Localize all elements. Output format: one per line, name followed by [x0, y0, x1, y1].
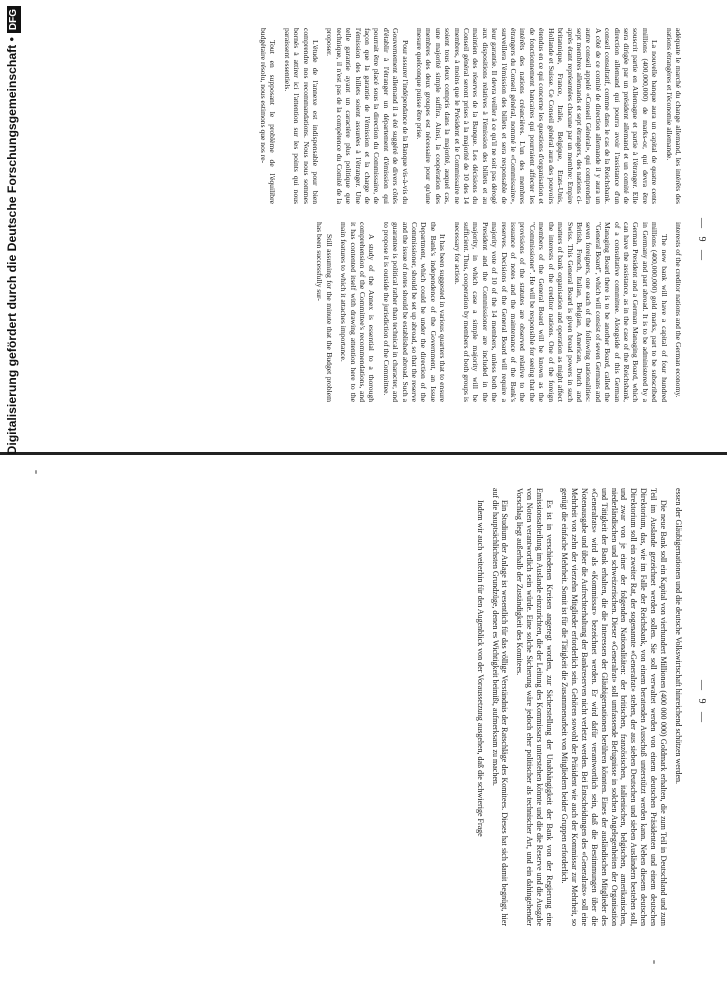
- french-paragraph: Tout en supposant le problème de l'équilibre budgétaire résolu, nous estimons que nos re-: [258, 28, 278, 204]
- scan-speck: [653, 960, 655, 964]
- french-paragraph: adéquate le marché du change allemand, les intérêts des nations étrangères et l'économie allemande.: [664, 28, 683, 204]
- german-column: [63, 488, 683, 926]
- left-page-number: — 9 —: [696, 218, 707, 263]
- german-paragraph: Die neue Bank soll ein Kapital von vierhundert Millionen (400 000 000) Goldmark erhalten, die zum Teil in Deutschland und zum Teil im Auslande gezeichnet werden sollen. Sie soll verwaltet werden von einem deutschen Präsidenten und einem deutschen Direktorium, das, wie im Falle der Reichsbank, von einem beratenden Ausschuß unterstützt werden kann. Neben diesem deutschen Direktorium soll ein zweiter Rat, der sogenannte «Generalrat» stehen, der aus sieben Deutschen und sieben Ausländern bestehen soll, und zwar von je einer der folgenden Nationalitäten: der britischen, französischen, italienischen, belgischen, amerikanischen, niederländischen und schweizerischen. Dieser «Generalrat» soll umfassende Befugnisse in solchen Angelegenheiten der Organisation und Tätigkeit der Bank erhalten, die die Interessen der Gläubigernationen berühren könnten. Eines der ausländischen Mitglieder des «Generalrats» wird als «Kommissar» bezeichnet werden. Er wird dafür verantwortlich sein, daß die Bestimmungen über die Notenausgabe und über die Aufrechterhaltung der Bankreserven nicht verletzt werden. Bei Entscheidungen des «Generalrats» soll eine Mehrheit von zehn der vierzehn Mitglieder erforderlich sein. Gehören sowohl der Präsident wie auch der Kommissar zur Mehrheit, so genügt die einfache Mehrheit. Somit ist für die Tätigkeit die Zusammenarbeit von Mitgliedern beider Gruppen erforderlich.: [560, 488, 669, 926]
- german-paragraph: Indem wir auch weiterhin für den Augenblick von der Voraussetzung ausgehen, daß die schwierige Frage: [475, 500, 485, 837]
- french-paragraph: L'étude de l'annexe est indispensable pour bien comprendre nos recommandations. Nous nous sommes bornés à attirer ici l'attention sur les points qui nous paraissent essentiels.: [282, 28, 320, 204]
- right-page-number: — 9 —: [696, 680, 707, 725]
- english-paragraph: Still assuming for the minute that the Budget problem has been successfully sur-: [315, 222, 334, 402]
- german-paragraph: Es ist in verschiedenen Kreisen angeregt worden, zur Sicherstellung der Unabhängigkeit der Bank von der Regierung eine Emissionsabteilung im Auslande einzurichten, die der Leitung des Kommissars unterstehen könnte und die die Reserve und die Ausgabe von Noten verantwortlich sein würde. Eine solche Sicherung wäre jedoch eher politischer als technischer Art, und ein dahingehender Vorschlag liegt außerhalb der Zuständigkeit des Komitees.: [515, 488, 555, 926]
- scan-speck: [35, 470, 37, 474]
- watermark-line: [2, 6, 22, 986]
- english-paragraph: The new bank will have a capital of four hundred millions (400,000,000) gold marks, part to be subscribed in Germany and part abroad. It is to be administered by a German President and a German Managing Board, which can have the assistance, as in the case of the Reichsbank, of a consultative committee. Alongside of this German Managing Board there is to be another Board, called the "General Board", which will consist of seven Germans and seven foreigners, one each of the following nationalities: British, French, Italian, Belgian, American, Dutch and Swiss. This General Board is given broad powers in such matters of bank organisation and operation as might affect the interests of the creditor nations. One of the foreign members of the General Board will be known as the "Commissioner". He will be responsible for seeing that the provisions of the statutes are observed relative to the issuance of notes and the maintenance of the Bank's reserves. Decisions of the General Board will require a majority vote of 10 of the 14 members, unless both the President and the Commissioner are included in the majority, in which case a simple majority will be sufficient. Thus, cooperation by members of both groups is necessary for action.: [452, 222, 669, 402]
- english-paragraph: A study of the Annex is essential to a thorough comprehension of the Committee's recommendations, and it has contented itself with drawing attention here to the main features to which it attaches importance.: [339, 222, 377, 402]
- french-paragraph: Pour assurer l'indépendance de la Banque vis-à-vis du Gouvernement allemand il a été suggéré de divers côtés d'établir à l'étranger un département d'émission qui pourrait être placé sous la direction du Commissaire, de façon que la garantie de l'émission et la charge de l'émission des billets soient assurées à l'étranger. Une telle garantie ayant un caractère plus politique que technique, il n'est pas de la compétence du Comité de la proposer.: [325, 28, 410, 204]
- english-paragraph: It has been suggested in various quarters that to ensure the Bank's independence of the Government, an Issue Department, which could be under the direction of the Commissioner, should be set up abroad, so that the reserve and the issue of notes should be established abroad. Such a guarantee is political rather than technical in character, and to propose it is outside the jurisdiction of the Committee.: [381, 222, 448, 402]
- french-paragraph: La nouvelle banque aura un capital de quatre cents millions (400,000,000) de marks-or, qui devra être souscrit partie en Allemagne et partie à l'étranger. Elle sera dirigée par un président allemand et un comité de direction allemand qui pourra avoir l'assistance d'un conseil consultatif, comme dans le cas de la Reichsbank. A côté de ce comité de direction allemande il y aura un autre conseil appelé «Conseil Général», qui comprendra sept membres allemands et sept étrangers, des nations ci-après étant représentées chacune par un membre: Empire britannique, France, Italie, Belgique, Etats-Unis, Hollande et Suisse. Ce Conseil général aura des pouvoirs étendus en ce qui concerne les questions d'organisation et de fonctionnement bancaires qui pourraient affecter les intérêts des nations créancières. L'un des membres étrangers du Conseil général, nommé le «Commissaire», surveillera l'émission des billets et sera responsable de leur garantie. Il devra veiller à ce qu'il ne soit pas dérogé aux dispositions relatives à l'émission des billets et au maintien des réserves de la Banque. Les décisions du Conseil général seront prises à la majorité de 10 des 14 membres, à moins que le Président et le Commissaire ne soient tous deux compris dans la majorité, auquel cas, une majorité simple suffira. Ainsi, la coopération des membres des deux groupes est nécessaire pour qu'une mesure quelconque puisse être prise.: [415, 28, 660, 204]
- watermark-text: Digitalisierung gefördert durch die Deutsche Forschungsgemeinschaft •: [5, 37, 19, 455]
- german-paragraph: essen der Gläubigernationen und die deutsche Volkswirtschaft hinreichend schützen werden.: [674, 488, 683, 785]
- english-column: [63, 222, 683, 402]
- page-gutter-line: [0, 452, 727, 455]
- french-column: [63, 28, 683, 204]
- english-paragraph: interests of the creditor nations and the German economy.: [674, 222, 683, 398]
- german-paragraph: Ein Studium der Anlage ist wesentlich für das völlige Verständnis der Ratschläge des Komitees. Dieses hat sich damit begnügt, hier auf die hauptsächlichsten Grundzüge, denen es Wichtigkeit beimißt, aufmerksam zu machen.: [490, 488, 510, 926]
- dfg-logo: DFG: [7, 6, 21, 33]
- digitization-watermark: [2, 6, 22, 986]
